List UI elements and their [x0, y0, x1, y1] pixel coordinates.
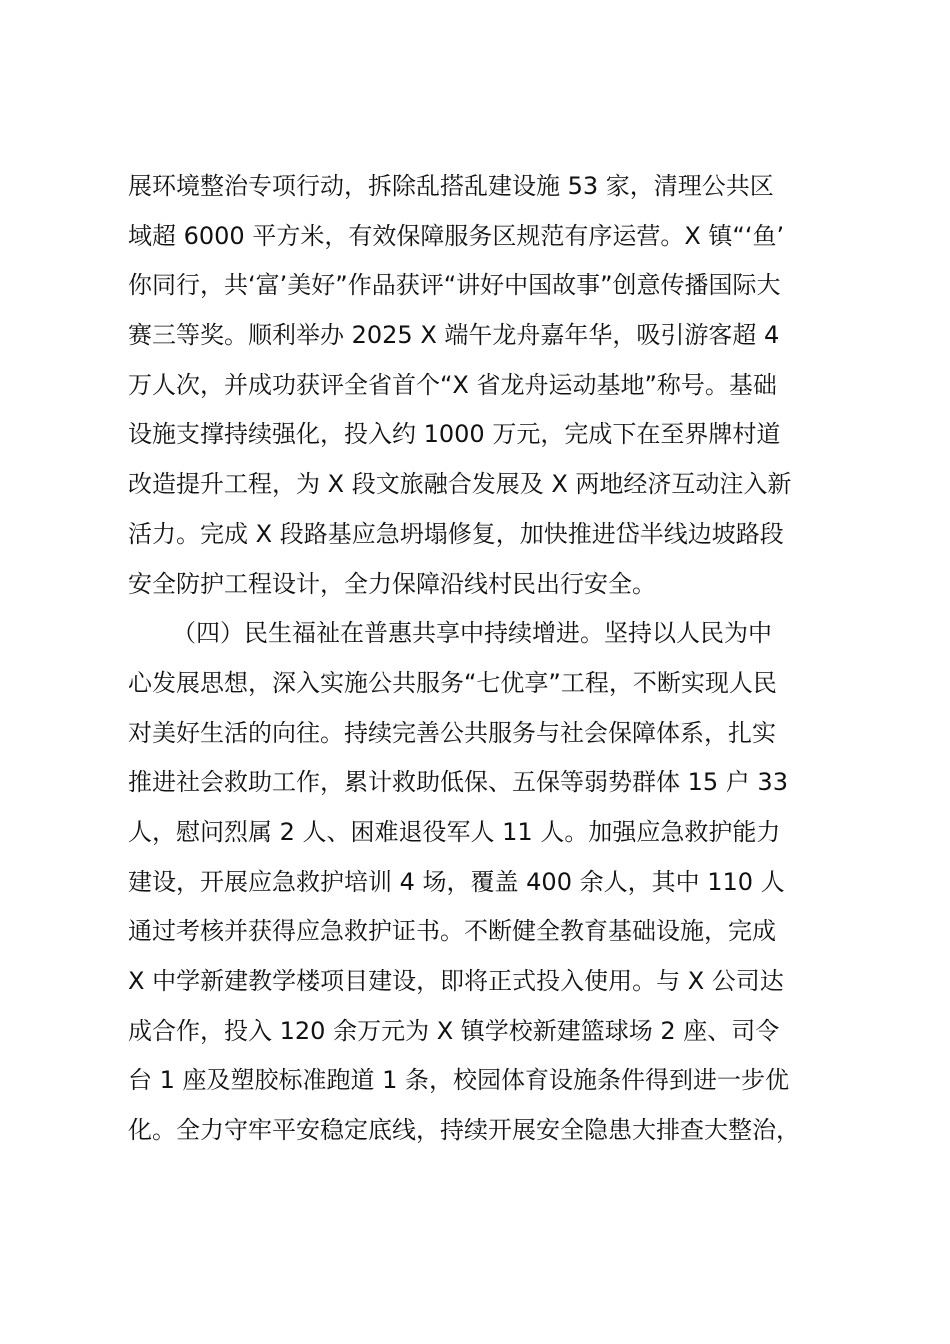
section-heading-line: （四）民生福祉在普惠共享中持续增进。坚持以人民为中	[172, 619, 772, 648]
text-line: 你同行，共‘富’美好”作品获评“讲好中国故事”创意传播国际大	[128, 271, 781, 300]
text-line: 台 1 座及塑胶标准跑道 1 条，校园体育设施条件得到进一步优	[128, 1066, 790, 1095]
text-line: 化。全力守牢平安稳定底线，持续开展安全隐患大排查大整治，	[128, 1116, 800, 1145]
text-line: X 中学新建教学楼项目建设，即将正式投入使用。与 X 公司达	[128, 967, 784, 995]
text-line: 改造提升工程，为 X 段文旅融合发展及 X 两地经济互动注入新	[128, 470, 792, 499]
body-text	[128, 162, 848, 1156]
text-line: 域超 6000 平方米，有效保障服务区规范有序运营。X 镇“‘鱼’	[128, 221, 785, 250]
text-line: 心发展思想，深入实施公共服务“七优享”工程，不断实现人民	[128, 668, 777, 697]
text-line: 通过考核并获得应急救护证书。不断健全教育基础设施，完成	[128, 917, 776, 946]
text-line: 赛三等奖。顺利举办 2025 X 端午龙舟嘉年华，吸引游客超 4	[128, 321, 780, 350]
text-line: 设施支撑持续强化，投入约 1000 万元，完成下在至界牌村道	[128, 420, 781, 449]
text-line: 推进社会救助工作，累计救助低保、五保等弱势群体 15 户 33	[128, 768, 788, 797]
text-line: 活力。完成 X 段路基应急坍塌修复，加快推进岱半线边坡路段	[128, 519, 784, 548]
text-line: 对美好生活的向往。持续完善公共服务与社会保障体系，扎实	[128, 718, 776, 747]
text-line: 成合作，投入 120 余万元为 X 镇学校新建篮球场 2 座、司令	[128, 1016, 780, 1045]
text-line: 展环境整治专项行动，拆除乱搭乱建设施 53 家，清理公共区	[128, 172, 774, 200]
text-line: 人，慰问烈属 2 人、困难退役军人 11 人。加强应急救护能力	[128, 817, 781, 846]
text-line: 万人次，并成功获评全省首个“X 省龙舟运动基地”称号。基础	[128, 370, 777, 399]
text-line: 建设，开展应急救护培训 4 场，覆盖 400 余人，其中 110 人	[128, 867, 785, 896]
text-line: 安全防护工程设计，全力保障沿线村民出行安全。	[128, 569, 656, 598]
